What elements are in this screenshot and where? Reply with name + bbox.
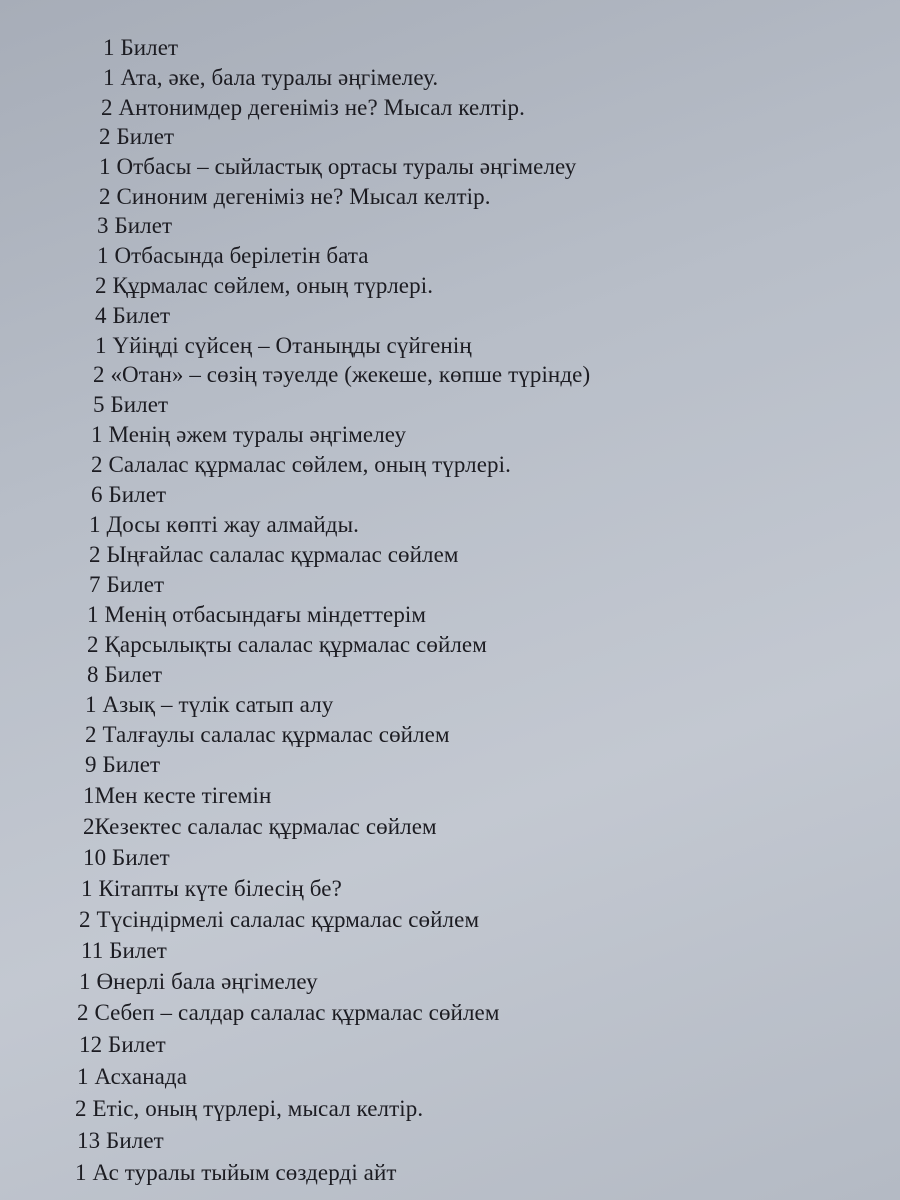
ticket-1-question-1: 1 Ата, әке, бала туралы әңгімелеу. (103, 65, 439, 90)
ticket-6-question-1: 1 Досы көпті жау алмайды. (89, 512, 359, 537)
ticket-10-heading: 10 Билет (83, 845, 170, 870)
ticket-9-question-1: 1Мен кесте тігемін (83, 783, 272, 808)
ticket-4-question-1: 1 Үйіңді сүйсең – Отаныңды сүйгенің (95, 333, 472, 358)
ticket-11-question-1: 1 Өнерлі бала әңгімелеу (79, 969, 318, 994)
ticket-10-question-2: 2 Түсіндірмелі салалас құрмалас сөйлем (79, 907, 480, 932)
ticket-12-heading: 12 Билет (79, 1032, 166, 1057)
ticket-3-question-2: 2 Құрмалас сөйлем, оның түрлері. (95, 273, 434, 298)
ticket-8-question-1: 1 Азық – түлік сатып алу (85, 692, 334, 717)
ticket-2-question-2: 2 Синоним дегеніміз не? Мысал келтір. (99, 184, 491, 209)
ticket-7-heading: 7 Билет (89, 572, 165, 597)
ticket-6-heading: 6 Билет (91, 482, 167, 507)
ticket-7-question-2: 2 Қарсылықты салалас құрмалас сөйлем (87, 632, 487, 657)
ticket-10-question-1: 1 Кітапты күте білесің бе? (81, 876, 342, 901)
ticket-2-question-1: 1 Отбасы – сыйластық ортасы туралы әңгімелеу (99, 154, 577, 179)
ticket-5-heading: 5 Билет (93, 392, 169, 417)
ticket-5-question-1: 1 Менің әжем туралы әңгімелеу (91, 422, 407, 447)
ticket-11-question-2: 2 Себеп – салдар салалас құрмалас сөйлем (77, 1000, 500, 1025)
ticket-4-heading: 4 Билет (95, 303, 171, 328)
ticket-1-heading: 1 Билет (103, 35, 179, 60)
ticket-9-heading: 9 Билет (85, 752, 161, 777)
ticket-6-question-2: 2 Ыңғайлас салалас құрмалас сөйлем (89, 542, 459, 567)
ticket-3-question-1: 1 Отбасында берілетін бата (97, 243, 369, 268)
ticket-3-heading: 3 Билет (97, 213, 173, 238)
ticket-11-heading: 11 Билет (81, 938, 167, 963)
ticket-12-question-2: 2 Етіс, оның түрлері, мысал келтір. (75, 1096, 424, 1121)
ticket-1-question-2: 2 Антонимдер дегеніміз не? Мысал келтір. (101, 95, 525, 120)
ticket-12-question-1: 1 Асханада (77, 1064, 188, 1089)
ticket-13-question-1: 1 Ас туралы тыйым сөздерді айт (75, 1160, 397, 1185)
ticket-2-heading: 2 Билет (99, 124, 175, 149)
ticket-4-question-2: 2 «Отан» – сөзің тәуелде (жекеше, көпше түрінде) (93, 362, 591, 387)
ticket-13-heading: 13 Билет (77, 1128, 164, 1153)
ticket-7-question-1: 1 Менің отбасындағы міндеттерім (87, 602, 427, 627)
ticket-5-question-2: 2 Салалас құрмалас сөйлем, оның түрлері. (91, 452, 511, 477)
ticket-8-question-2: 2 Талғаулы салалас құрмалас сөйлем (85, 722, 450, 747)
ticket-9-question-2: 2Кезектес салалас құрмалас сөйлем (83, 814, 437, 839)
ticket-8-heading: 8 Билет (87, 662, 163, 687)
